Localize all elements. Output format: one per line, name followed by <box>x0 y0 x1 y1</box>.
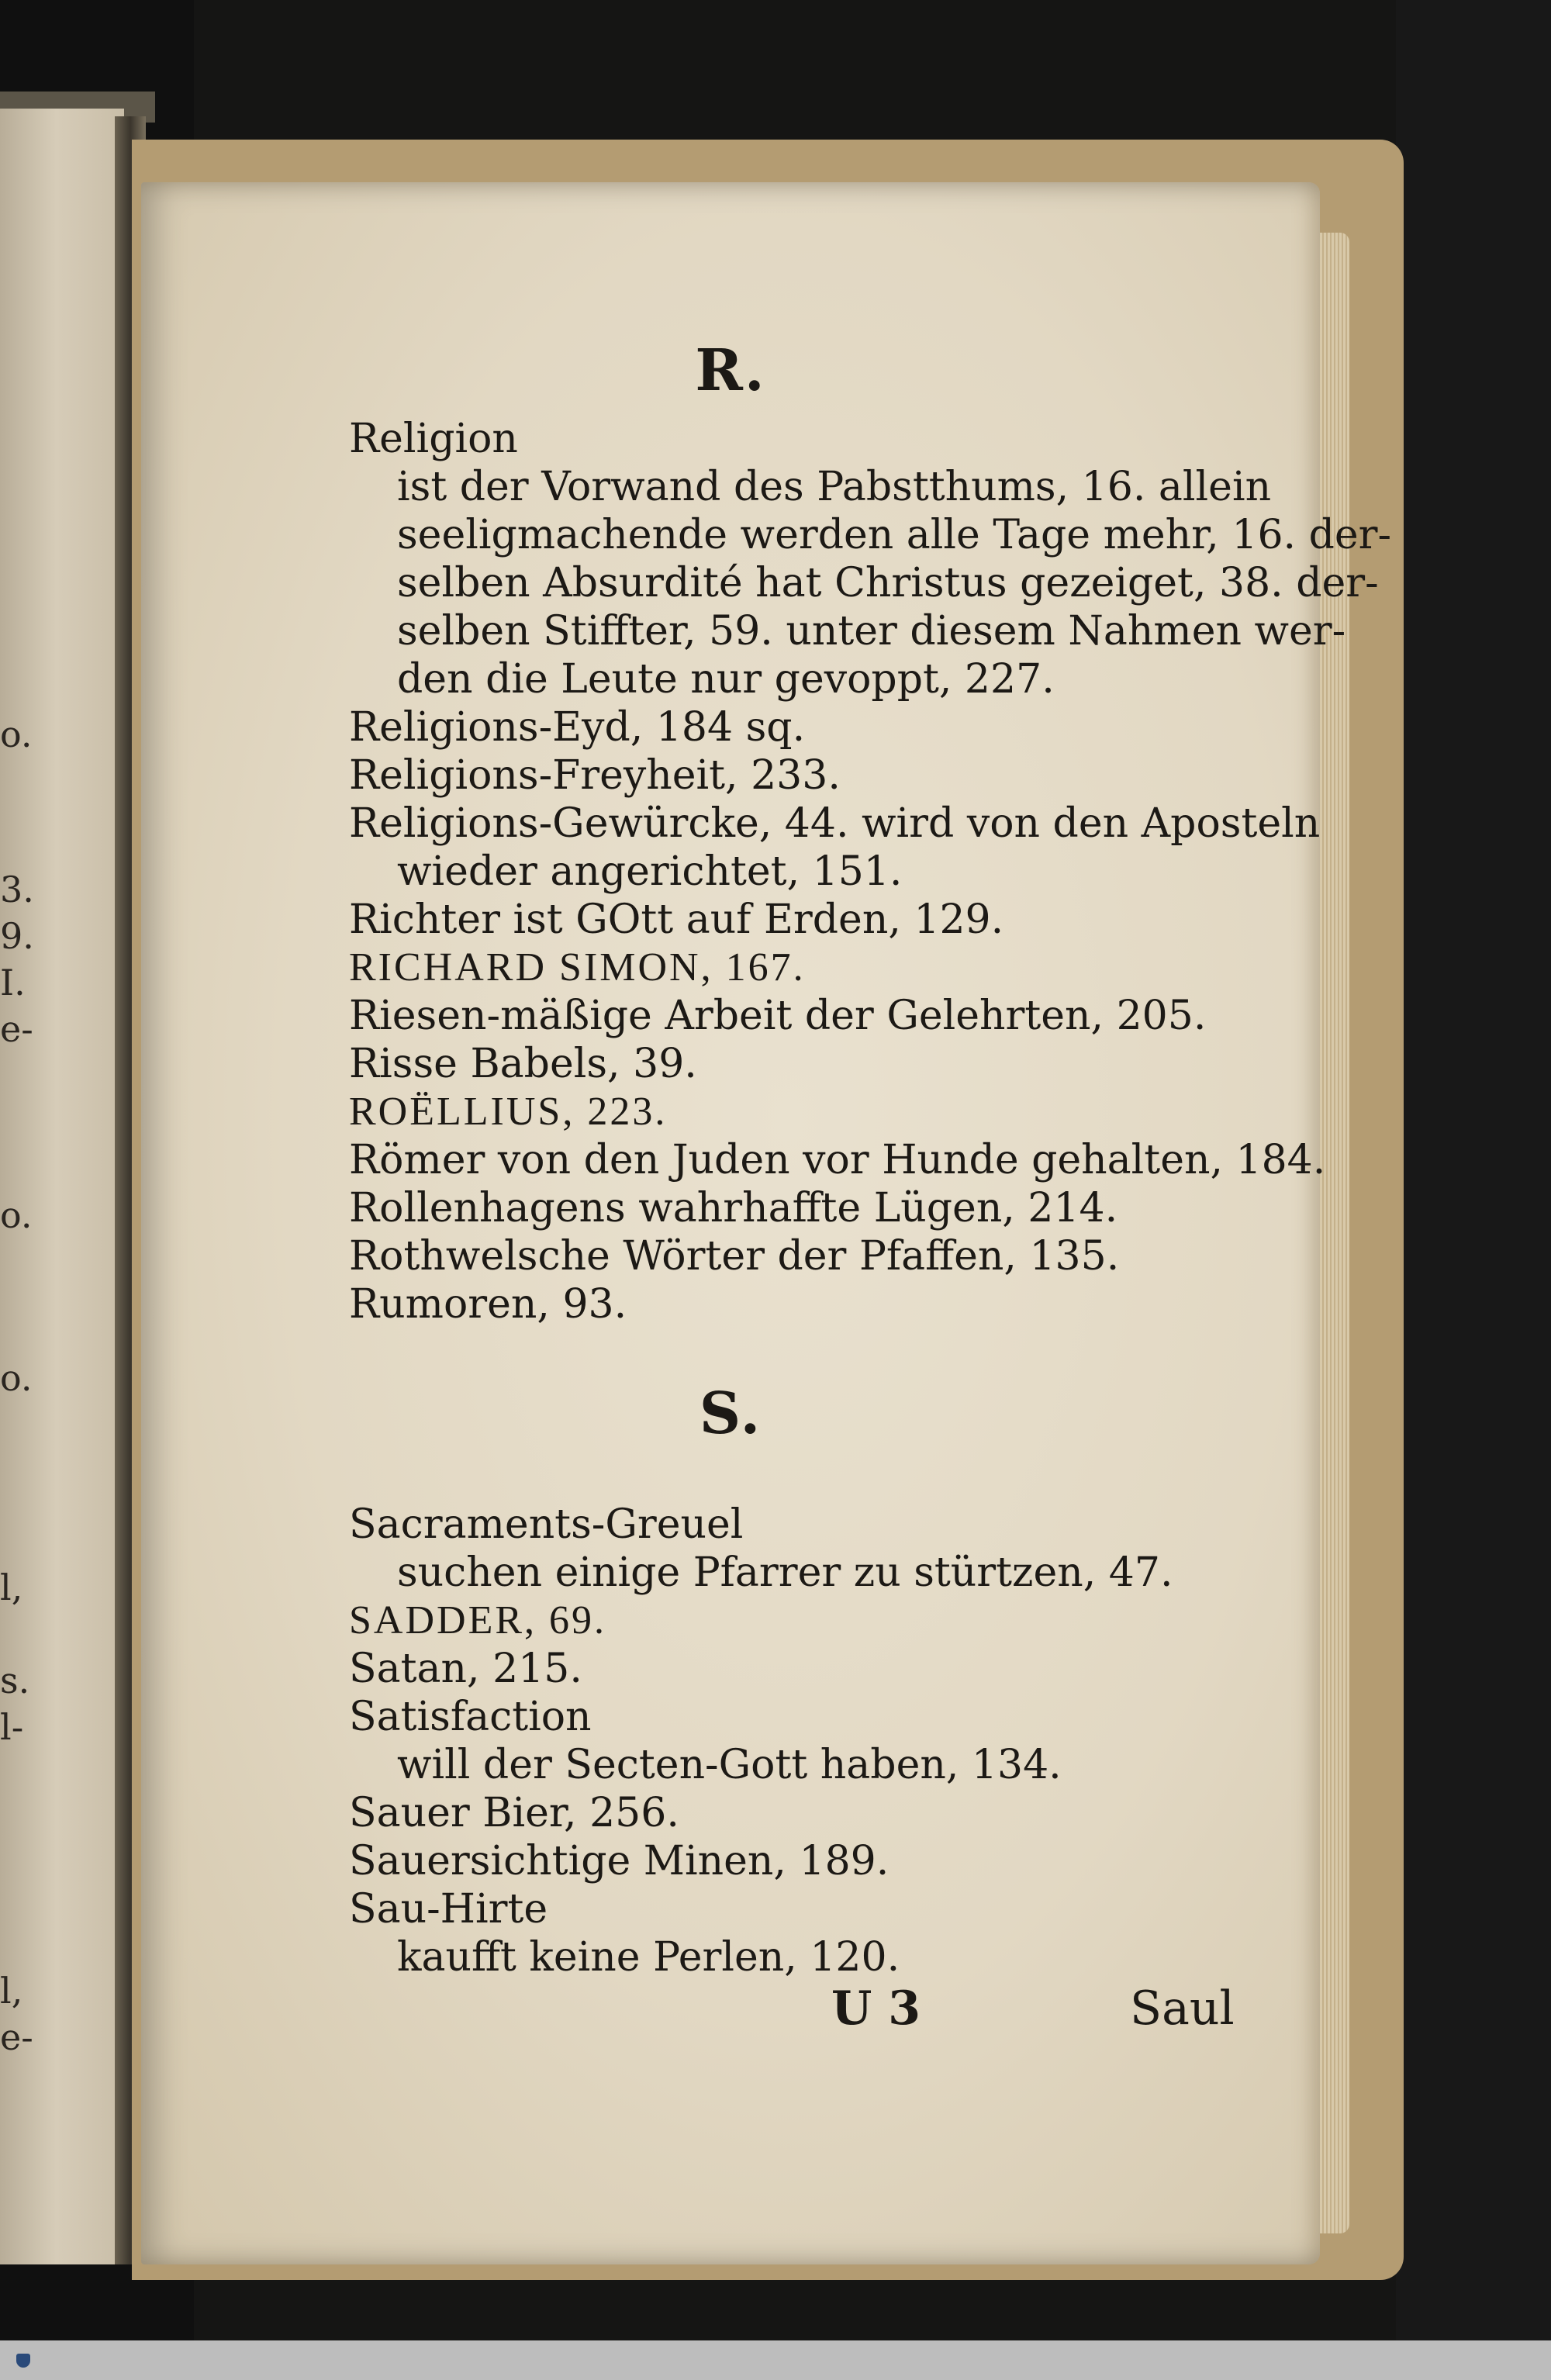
index-subentry: den die Leute nur gevoppt, 227. <box>397 656 1055 703</box>
index-entry: Religions-Gewürcke, 44. wird von den Aposteln <box>349 800 1321 847</box>
section-heading-s: S. <box>699 1380 762 1447</box>
index-subentry: selben Stiffter, 59. unter diesem Nahmen wer- <box>397 608 1346 655</box>
left-page-fragment: 3. <box>0 869 34 910</box>
index-entry: SADDER, 69. <box>349 1598 607 1643</box>
section-heading-r: R. <box>695 337 766 404</box>
index-entry: Riesen-mäßige Arbeit der Gelehrten, 205. <box>349 993 1207 1039</box>
left-page-fragment: e- <box>0 2016 33 2058</box>
left-page-fragment: l- <box>0 1706 24 1748</box>
index-entry: Sacraments-Greuel <box>349 1501 744 1548</box>
left-page-fragment: l, <box>0 1567 23 1608</box>
index-page <box>141 182 1392 2264</box>
index-subentry: seeligmachende werden alle Tage mehr, 16. der- <box>397 512 1392 558</box>
viewer-footer-strip <box>0 2340 1551 2380</box>
index-entry: Religions-Eyd, 184 sq. <box>349 704 806 751</box>
index-subentry: suchen einige Pfarrer zu stürtzen, 47. <box>397 1549 1173 1596</box>
library-logo-icon <box>8 2345 39 2376</box>
index-entry: Römer von den Juden vor Hunde gehalten, 184. <box>349 1137 1326 1183</box>
index-entry: Sau-Hirte <box>349 1886 548 1933</box>
left-page-fragment: e- <box>0 1008 33 1050</box>
left-page-fragment: l, <box>0 1970 23 2012</box>
signature-mark: U 3 <box>831 1981 921 2036</box>
index-subentry: kaufft keine Perlen, 120. <box>397 1934 900 1981</box>
left-page-fragment: 9. <box>0 915 34 957</box>
index-entry: Sauer Bier, 256. <box>349 1790 679 1836</box>
index-subentry: will der Secten-Gott haben, 134. <box>397 1742 1062 1788</box>
catchword: Saul <box>1130 1981 1235 2036</box>
left-page-fragment: o. <box>0 1357 33 1399</box>
left-page-fragment: I. <box>0 962 26 1003</box>
background-right <box>1396 0 1551 2380</box>
index-entry: ROËLLIUS, 223. <box>349 1090 668 1134</box>
index-entry: Risse Babels, 39. <box>349 1041 697 1087</box>
index-entry: Richter ist GOtt auf Erden, 129. <box>349 896 1004 943</box>
index-subentry: selben Absurdité hat Christus gezeiget, 38. der- <box>397 560 1379 606</box>
index-subentry: wieder angerichtet, 151. <box>397 848 903 895</box>
index-entry: Sauersichtige Minen, 189. <box>349 1838 889 1884</box>
left-page-fragment: o. <box>0 713 33 755</box>
index-entry: Rollenhagens wahrhaffte Lügen, 214. <box>349 1185 1118 1231</box>
index-entry: RICHARD SIMON, 167. <box>349 945 806 990</box>
index-subentry: ist der Vorwand des Pabstthums, 16. allein <box>397 464 1272 510</box>
left-page-fragment: s. <box>0 1660 30 1701</box>
index-entry: Rumoren, 93. <box>349 1281 627 1328</box>
index-entry: Religions-Freyheit, 233. <box>349 752 841 799</box>
index-entry: Satan, 215. <box>349 1646 582 1692</box>
index-entry-religion: Religion <box>349 416 518 462</box>
left-page-fragment: o. <box>0 1194 33 1236</box>
left-page <box>0 109 124 2264</box>
index-entry: Satisfaction <box>349 1694 592 1740</box>
index-entry: Rothwelsche Wörter der Pfaffen, 135. <box>349 1233 1120 1280</box>
